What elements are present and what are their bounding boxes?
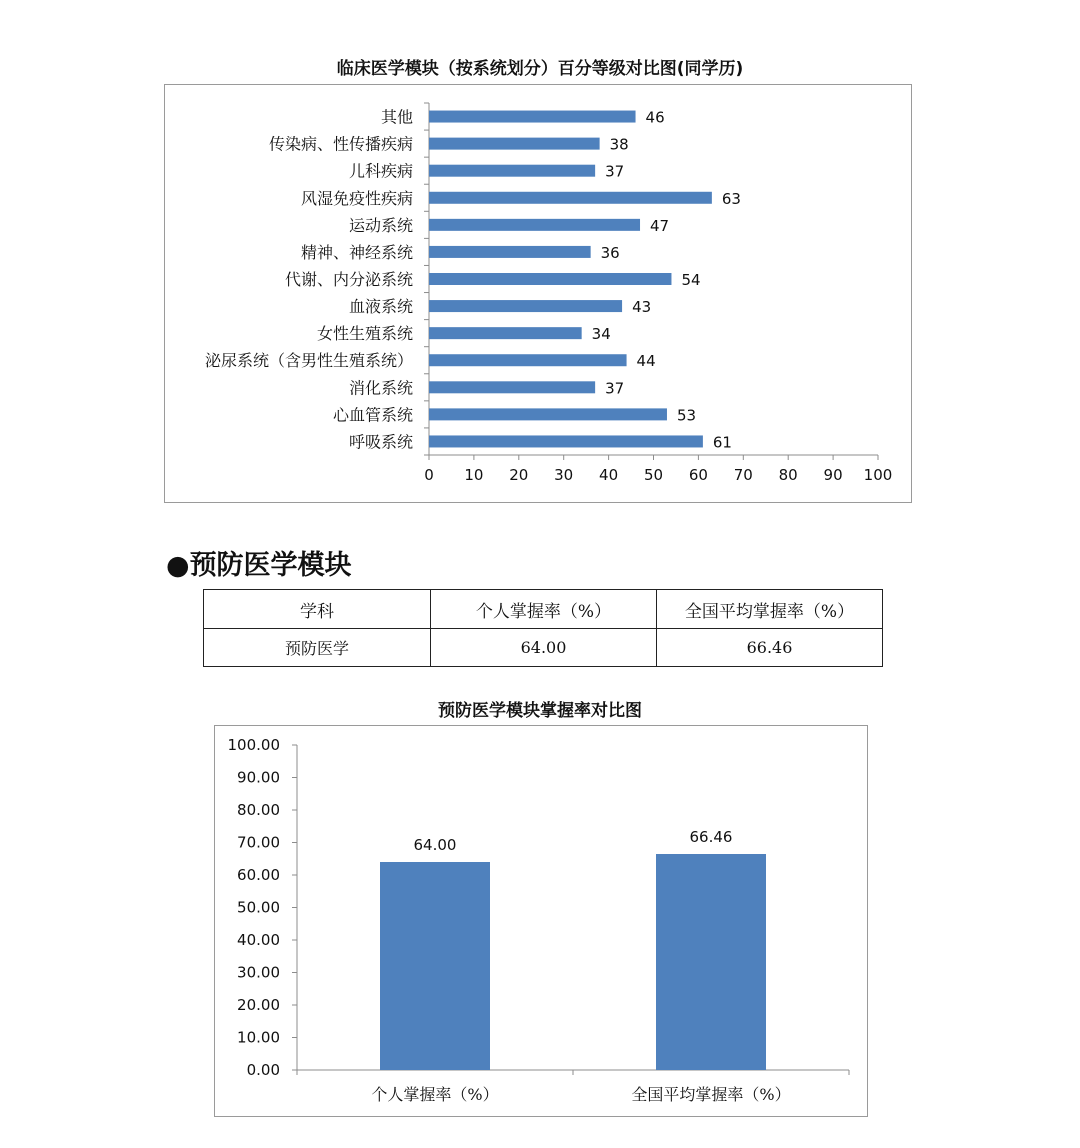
chart2-y-tick-label: 30.00: [237, 963, 280, 982]
chart1-x-tick-label: 70: [733, 466, 753, 484]
chart2-category-label: 全国平均掌握率（%）: [631, 1085, 791, 1104]
chart1-x-tick-label: 0: [424, 466, 434, 484]
chart1-category-label: 儿科疾病: [348, 161, 413, 181]
chart1-category-label: 心血管系统: [332, 405, 413, 425]
chart2-bar: [656, 854, 766, 1070]
chart1-bar: [429, 408, 667, 420]
chart1-category-label: 泌尿系统（含男性生殖系统）: [204, 351, 413, 371]
chart2-y-tick-label: 90.00: [237, 768, 280, 787]
grade-table: [203, 589, 883, 667]
table-header-personal: 个人掌握率（%）: [431, 590, 657, 629]
chart1-category-label: 风湿免疫性疾病: [300, 188, 413, 208]
chart2-y-tick-label: 10.00: [237, 1028, 280, 1047]
chart1-bar: [429, 273, 671, 285]
section-heading: [166, 543, 352, 582]
chart1-bar: [429, 354, 627, 366]
chart2-plot: [215, 726, 867, 1116]
chart2-y-tick-label: 100.00: [227, 736, 280, 754]
chart1-bar: [429, 246, 591, 258]
chart1-x-tick-label: 30: [554, 466, 574, 484]
chart1-title: 临床医学模块（按系统划分）百分等级对比图(同学历): [336, 59, 744, 79]
chart1-bar: [429, 219, 640, 231]
chart2-bar: [380, 862, 490, 1070]
chart1-x-tick-label: 10: [464, 466, 484, 484]
chart2-y-tick-label: 40.00: [237, 931, 280, 949]
chart1-value-label: 34: [591, 325, 611, 344]
chart1-value-label: 44: [636, 352, 656, 371]
chart1-category-label: 传染病、性传播疾病: [268, 134, 413, 154]
chart1-value-label: 54: [681, 271, 701, 289]
chart1-x-tick-label: 50: [643, 466, 664, 484]
chart2-y-tick-label: 80.00: [237, 801, 280, 819]
chart2-y-tick-label: 20.00: [237, 996, 280, 1014]
table-cell-subject: 预防医学: [204, 629, 431, 667]
chart1-value-label: 37: [605, 162, 625, 181]
chart2-title: 预防医学模块掌握率对比图: [438, 701, 642, 721]
chart1-category-label: 女性生殖系统: [316, 324, 413, 344]
chart1-x-tick-label: 20: [509, 466, 529, 484]
chart1-value-label: 53: [676, 406, 697, 425]
chart1-bar: [429, 327, 582, 339]
chart1-value-label: 47: [650, 216, 670, 235]
chart1-value-label: 61: [712, 433, 732, 452]
chart1-bar: [429, 192, 712, 204]
chart2-y-tick-label: 0.00: [246, 1061, 280, 1079]
chart2-category-label: 个人掌握率（%）: [371, 1085, 499, 1104]
chart1-value-label: 36: [600, 243, 620, 262]
table-row: [204, 629, 883, 667]
chart1-value-label: 46: [645, 108, 665, 127]
chart1-bar: [429, 111, 636, 123]
chart1-bar: [429, 435, 703, 447]
chart2-y-tick-label: 50.00: [237, 898, 280, 917]
chart1-plot: [165, 85, 911, 502]
chart2-y-tick-label: 70.00: [237, 833, 280, 852]
table-cell-personal: 64.00: [431, 629, 657, 667]
chart1-x-tick-label: 60: [688, 466, 708, 484]
table-header-subject: 学科: [204, 590, 431, 629]
table-header-national: 全国平均掌握率（%）: [657, 590, 883, 629]
chart1-x-tick-label: 100: [863, 466, 893, 484]
chart1-category-label: 血液系统: [348, 297, 413, 317]
chart1-value-label: 37: [605, 379, 625, 398]
chart1-category-label: 呼吸系统: [348, 432, 413, 452]
chart1-bar: [429, 138, 600, 150]
table-cell-national: 66.46: [657, 629, 883, 667]
chart1-bar: [429, 300, 622, 312]
chart1-category-label: 其他: [380, 107, 413, 127]
chart1-category-label: 消化系统: [348, 378, 413, 398]
chart1-category-label: 运动系统: [348, 215, 413, 235]
chart1-x-tick-label: 40: [599, 466, 619, 484]
chart2-value-label: 66.46: [689, 828, 733, 847]
chart1-x-tick-label: 80: [778, 466, 798, 484]
bullet-icon: ●: [166, 550, 190, 581]
chart1-bar: [429, 381, 595, 393]
chart1-category-label: 精神、神经系统: [300, 242, 413, 262]
chart1-value-label: 63: [721, 189, 741, 208]
chart1-category-label: 代谢、内分泌系统: [284, 270, 413, 289]
chart1-frame: [164, 84, 912, 503]
chart1-value-label: 38: [609, 135, 629, 154]
chart2-frame: [214, 725, 868, 1117]
chart1-bar: [429, 165, 595, 177]
chart1-value-label: 43: [632, 298, 652, 317]
section-heading-text: 预防医学模块: [189, 550, 352, 581]
table-header-row: [204, 590, 883, 629]
chart2-y-tick-label: 60.00: [237, 866, 280, 884]
chart1-x-tick-label: 90: [823, 466, 843, 484]
chart2-value-label: 64.00: [413, 836, 457, 854]
